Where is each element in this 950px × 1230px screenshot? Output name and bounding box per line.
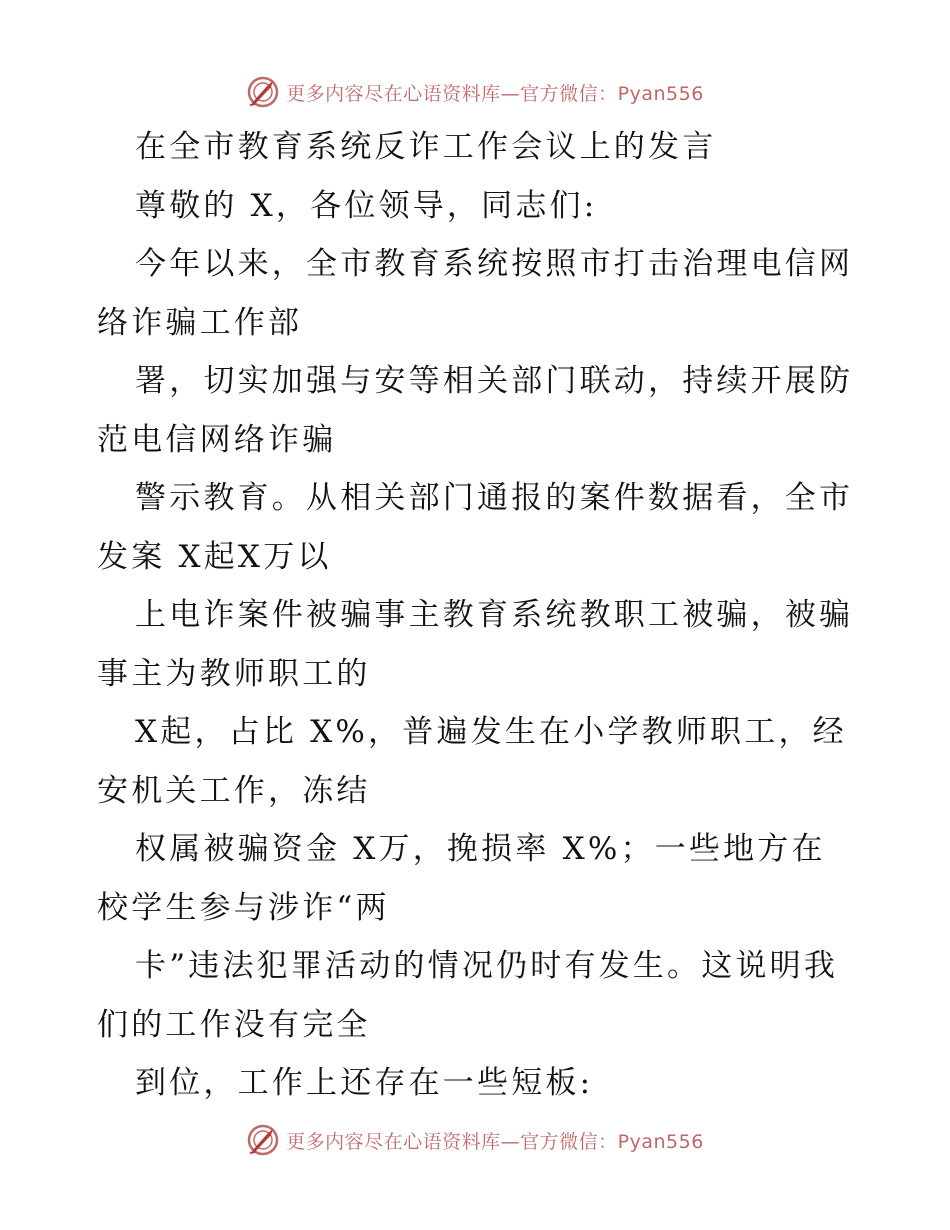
text-line: 事主为教师职工的 — [97, 655, 371, 692]
document-title: 在全市教育系统反诈工作会议上的发言 — [135, 129, 717, 165]
text-line: 到位，工作上还存在一些短板: — [135, 1065, 594, 1101]
footer-watermark — [0, 1120, 950, 1160]
document-body — [97, 118, 857, 1113]
text-line: 范电信网络诈骗 — [97, 421, 337, 458]
text-line: 们的工作没有完全 — [97, 1006, 371, 1043]
text-line: 卡”违法犯罪活动的情况仍时有发生。这说明我 — [135, 948, 839, 984]
text-line: 权属被骗资金 X万，挽损率 X%；一些地方在 — [135, 831, 826, 867]
header-watermark — [0, 72, 950, 112]
text-line: 安机关工作，冻结 — [97, 772, 371, 809]
text-line: X起，占比 X%，普遍发生在小学教师职工，经 — [135, 714, 847, 750]
text-line: 络诈骗工作部 — [97, 304, 303, 341]
text-line: 署，切实加强与安等相关部门联动，持续开展防 — [135, 363, 854, 399]
text-line: 警示教育。从相关部门通报的案件数据看，全市 — [135, 480, 854, 516]
text-line: 校学生参与涉诈“两 — [97, 889, 390, 926]
text-line: 发案 X起X万以 — [97, 538, 332, 575]
quill-seal-icon — [246, 1123, 280, 1157]
watermark-text: 更多内容尽在心语资料库—官方微信：Pyan556 — [286, 82, 704, 105]
text-line: 上电诈案件被骗事主教育系统教职工被骗，被骗 — [135, 597, 854, 633]
text-line: 今年以来，全市教育系统按照市打击治理电信网 — [135, 246, 854, 282]
quill-seal-icon — [246, 75, 280, 109]
watermark-text: 更多内容尽在心语资料库—官方微信：Pyan556 — [286, 1130, 704, 1153]
text-line: 尊敬的 X，各位领导，同志们: — [135, 187, 598, 224]
